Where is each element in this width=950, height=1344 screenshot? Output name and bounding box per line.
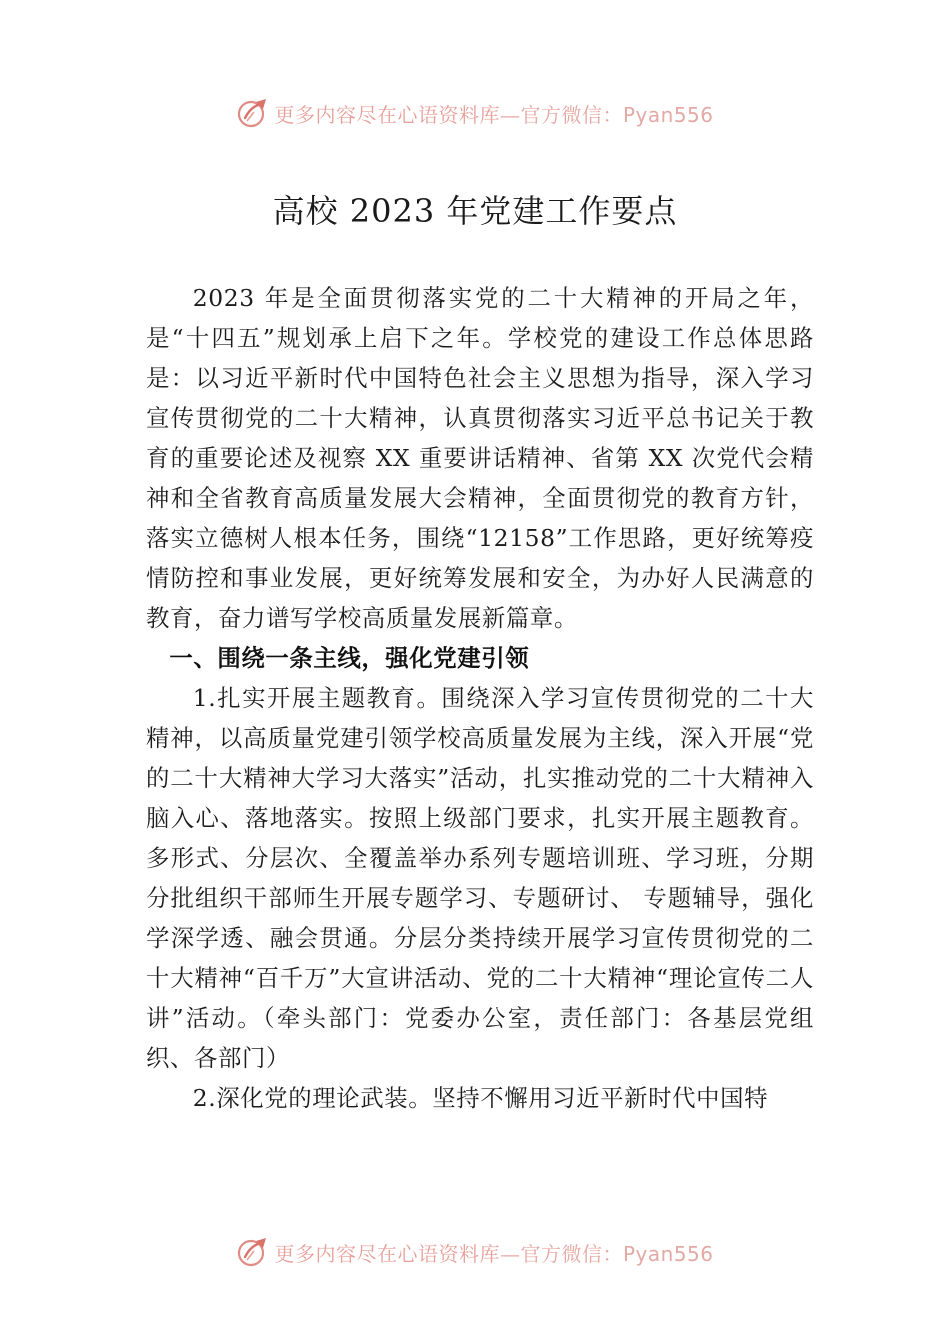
banner-official-text: 官方微信： (520, 1241, 623, 1266)
footer-watermark-banner (0, 1232, 950, 1272)
banner-dash: — (499, 102, 521, 127)
intro-paragraph: 2023 年是全面贯彻落实党的二十大精神的开局之年，是“十四五”规划承上启下之年。学校党的建设工作总体思路是：以习近平新时代中国特色社会主义思想为指导，深入学习宣传贯彻党的二十大精神，认真贯彻落实习近平总书记关于教育的重要论述及视察 XX 重要讲话精神、省第 XX 次党代会精神和全省教育高质量发展大会精神，全面贯彻党的教育方针，落实立德树人根本任务，围绕“12158”工作思路，更好统筹疫情防控和事业发展，更好统筹发展和安全，为办好人民满意的教育，奋力谱写学校高质量发展新篇章。 (146, 284, 814, 632)
banner-dash: — (499, 1241, 521, 1266)
section-heading: 一、围绕一条主线，强化党建引领 (169, 644, 530, 672)
document-title: 高校 2023 年党建工作要点 (272, 192, 678, 230)
item-paragraph: 1.扎实开展主题教育。围绕深入学习宣传贯彻党的二十大精神，以高质量党建引领学校高质量发展为主线，深入开展“党的二十大精神大学习大落实”活动，扎实推动党的二十大精神入脑入心、落地落实。按照上级部门要求，扎实开展主题教育。多形式、分层次、全覆盖举办系列专题培训班、学习班，分期分批组织干部师生开展专题学习、专题研讨、 专题辅导，强化学深学透、融会贯通。分层分类持续开展学习宣传贯彻党的二十大精神“百千万”大宣讲活动、党的二十大精神“理论宣传二人讲”活动。（牵头部门：党委办公室，责任部门：各基层党组织、各部门） (146, 684, 814, 1072)
banner-text (274, 99, 713, 128)
banner-wechat-id: Pyan556 (622, 1241, 714, 1266)
banner-library-text: 更多内容尽在心语资料库 (274, 1241, 500, 1266)
banner-text (274, 1238, 713, 1267)
pen-logo-icon (236, 1235, 270, 1269)
banner-official-text: 官方微信： (520, 102, 623, 127)
banner-library-text: 更多内容尽在心语资料库 (274, 102, 500, 127)
pen-logo-icon (236, 96, 270, 130)
item-paragraph: 2.深化党的理论武装。坚持不懈用习近平新时代中国特 (192, 1084, 769, 1112)
header-watermark-banner (0, 93, 950, 133)
document-body (146, 278, 814, 1118)
banner-wechat-id: Pyan556 (622, 102, 714, 127)
